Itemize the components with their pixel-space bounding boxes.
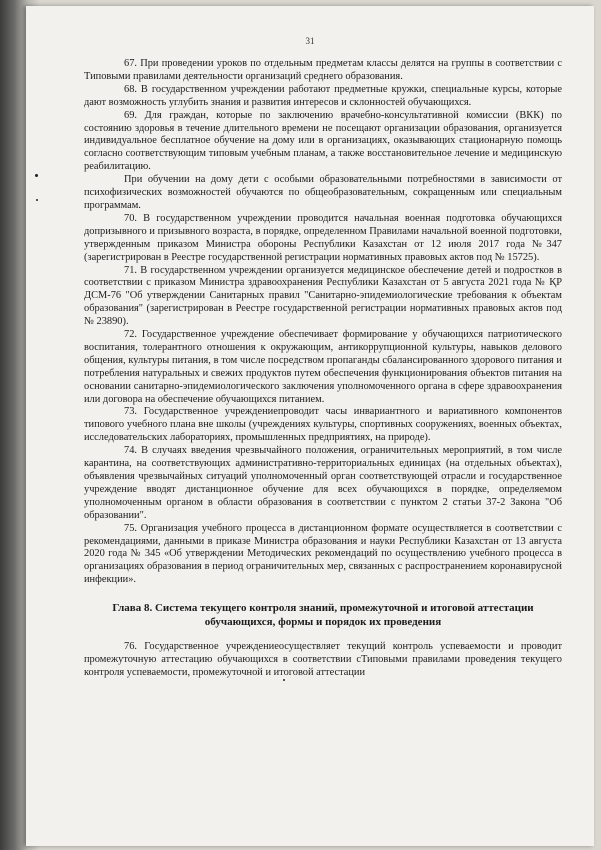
chapter-heading [84,601,562,629]
document-page [26,6,594,846]
scan-speck [283,679,285,681]
paragraph-67: 67. При проведении уроков по отдельным предметам классы делятся на группы в соответствии с Типовыми правилами деятельности организаций среднего образования. [84,58,562,82]
scan-speck [36,199,38,201]
chapter-heading-line-1: Глава 8. Система текущего контроля знаний, промежуточной и итоговой аттестации [112,602,534,615]
scan-speck [35,174,38,177]
paragraph-70: 70. В государственном учреждении проводится начальная военная подготовка обучающихся допризывного и призывного возраста, в порядке, определенном Правилами начальной военной подготовки, утвержденным приказом Министра обороны Республики Казахстан от 12 июля 2017 года №347 (зарегистрирован в Реестре государственной регистрации нормативных правовых актов под № 15725). [84,212,562,263]
paragraph-68: 68. В государственном учреждении работают предметные кружки, специальные курсы, которые дают возможность углубить знания и развития интересов и склонностей обучающихся. [84,83,562,108]
paragraph-75: 75. Организация учебного процесса в дистанционном формате осуществляется в соответствии с рекомендациями, данными в приказе Министра образования и науки Республики Казахстан от 13 августа 2020 года № 345 «Об утверждении Методических рекомендаций по осуществлению учебного процесса в организациях образования в период ограничительных мер, связанных с распространением коронавирусной инфекции». [84,522,562,586]
paragraph-71: 71. В государственном учреждении организуется медицинское обеспечение детей и подростков в соответствии с приказом Министра здравоохранения Республики Казахстан от 5 августа 2021 года № ҚР ДСМ-76 "Об утверждении Санитарных правил "Санитарно-эпидемиологические требования к объектам образования" (зарегистрирован в Реестре государственной регистрации нормативных правовых актов под № 23890). [84,264,562,328]
document-body [84,58,562,680]
paragraph-69: 69. Для граждан, которые по заключению врачебно-консультативной комиссии (ВКК) по состоянию здоровья в течение длительного времени не посещают организации образования, организуется индивидуальное бесплатное обучение на дому или в организациях, оказывающих стационарную помощь согласно соответствующим типовым учебным планам, а также восстановительное лечение и медицинскую реабилитацию. [84,109,562,173]
page-number: 31 [305,36,315,46]
paragraph-72: 72. Государственное учреждение обеспечивает формирование у обучающихся патриотического воспитания, толерантного отношения к окружающим, антикоррупционной культуры, навыков делового общения, культуры питания, в том числе посредством пропаганды сбалансированного здорового питания и потребления натуральных и свежих продуктов путем обеспечения функционирования объектов питания на основании санитарно-эпидемиологического заключения уполномоченного органа в сфере здравоохранения или договора на обеспечение обучающихся питанием. [84,329,562,405]
chapter-heading-line-2: обучающихся, формы и порядок их проведения [204,616,442,629]
paragraph-76: 76. Государственное учреждениеосуществляет текущий контроль успеваемости и проводит промежуточную аттестацию обучающихся в соответствии сТиповыми правилами проведения текущего контроля успеваемости, промежуточной и итоговой аттестации [84,641,562,678]
paragraph-74: 74. В случаях введения чрезвычайного положения, ограничительных мероприятий, в том числе карантина, на соответствующих административно-территориальных единицах (на отдельных объектах), объявления чрезвычайных ситуаций уполномоченный орган соответствующей отрасли и государственное учреждение вводят дистанционное обучение для всех обучающихся в порядке, определяемом уполномоченным органом в области образования в соответствии с пунктом 2 статьи 37-2 Закона "Об образовании". [84,445,562,521]
paragraph-73: 73. Государственное учреждениепроводит часы инвариантного и вариативного компонентов типового учебного плана вне школы (учреждениях культуры, спортивных сооружениях, военных объектах, исследовательских лабораториях, промышленных предприятиях, на природе). [84,406,562,444]
paragraph-69-home-schooling: При обучении на дому дети с особыми образовательными потребностями в зависимости от психофизических возможностей обучаются по общеобразовательным, сокращенным или специальным программам. [84,174,562,211]
